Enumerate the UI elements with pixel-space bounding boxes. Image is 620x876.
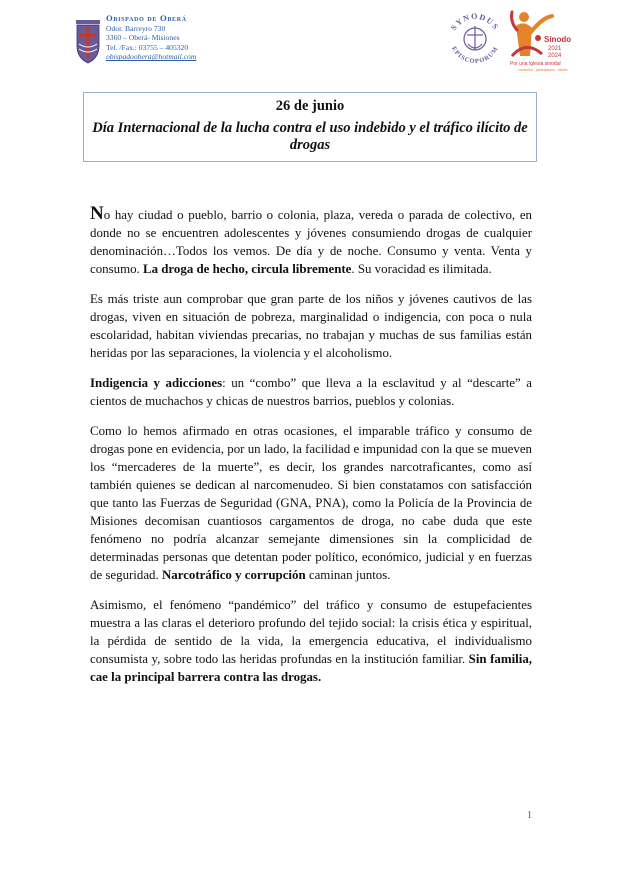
diocese-phone: Tel. /Fax.: 03755 – 405320 xyxy=(106,42,189,52)
diocese-city: 3360 – Oberá- Misiones xyxy=(106,33,180,43)
diocese-address: Odor. Barreyro 730 xyxy=(106,23,166,33)
title-box xyxy=(83,92,537,162)
sinodo-subtitle: comunión · participación · misión xyxy=(518,68,568,72)
sinodo-year-end: 2024 xyxy=(548,53,562,59)
paragraph-5-bold: Sin familia, cae la principal barrera contra las drogas. xyxy=(90,652,532,684)
paragraph-4-tail: caminan juntos. xyxy=(305,568,391,582)
paragraph-1-tail: . Su voracidad es ilimitada. xyxy=(351,262,492,276)
drop-cap: N xyxy=(90,203,104,224)
paragraph-3-bold: Indigencia y adicciones xyxy=(90,376,223,390)
paragraph-2: Es más triste aun comprobar que gran parte de los niños y jóvenes cautivos de las drogas, viven en situación de pobreza, marginalidad o indigencia, con poca o nula escolaridad, habitan viviendas precarias, no trabajan y muchas de sus familias están heridas por las separaciones, la violencia y el alcoholismo. xyxy=(90,292,532,360)
synodus-bottom-text: EPISCOPORUM xyxy=(450,45,500,66)
diocese-shield-icon xyxy=(76,20,100,64)
sinodo-2021-2024-logo xyxy=(508,8,582,74)
document-date-title: 26 de junio xyxy=(275,98,345,114)
sinodo-word: Sínodo xyxy=(544,35,572,44)
letterhead xyxy=(76,14,276,74)
synodus-top-text: SYNODUS xyxy=(449,12,501,32)
synodus-episcoporum-logo xyxy=(444,8,506,70)
paragraph-5-text: Asimismo, el fenómeno “pandémico” del tráfico y consumo de estupefacientes muestra a las claras el deterioro profundo del tejido social: la crisis ética y espiritual, la pérdida de sentido de la vida, la emergencia educativa, el individualismo consumista y, sobre todo las heridas profundas en la institución familiar. xyxy=(90,598,532,666)
paragraph-1 xyxy=(90,203,532,278)
sinodo-motto: Por una Iglesia sinodal xyxy=(510,61,561,67)
page-number: 1 xyxy=(527,810,532,821)
paragraph-3 xyxy=(90,374,532,410)
document-subtitle: Día Internacional de la lucha contra el uso indebido y el tráfico ilícito de drogas xyxy=(92,120,528,153)
paragraph-5 xyxy=(90,596,532,686)
paragraph-4-bold: Narcotráfico y corrupción xyxy=(161,568,306,582)
diocese-name: Obispado de Oberá xyxy=(106,13,187,23)
paragraph-4-text: Como lo hemos afirmado en otras ocasiones, el imparable tráfico y consumo de drogas pone en evidencia, por un lado, la facilidad e impunidad con la que se mueven los “mercaderes de la muerte”, es decir, los grandes narcotraficantes, como así también quienes se dedican al narcomenudeo. Si bien constatamos con satisfacción que tanto las Fuerzas de Seguridad (GNA, PNA), como la Policía de la Provincia de Misiones decomisan cuantiosos cargamentos de droga, no cabe duda que este fenómeno no podría alcanzar semejante dimensiones sin la complicidad de determinadas personas que detentan poder político, económico, judicial y en fuerzas de seguridad. xyxy=(90,424,532,582)
document-body xyxy=(90,203,532,698)
paragraph-3-text: : un “combo” que lleva a la esclavitud y al “descarte” a cientos de muchachos y chicas de nuestros barrios, pueblos y colonias. xyxy=(90,376,532,408)
diocese-email-link[interactable]: obispadoobera@hotmail.com xyxy=(106,52,197,62)
letterhead-text xyxy=(106,14,196,62)
paragraph-1-bold: La droga de hecho, circula libremente xyxy=(143,262,352,276)
paragraph-1-text: o hay ciudad o pueblo, barrio o colonia, plaza, vereda o parada de colectivo, en donde no se encuentren adolescentes y jóvenes consumiendo drogas de cualquier denominación…Todos los vemos. De día y de noche. Consumo y venta. Venta y consumo. xyxy=(90,208,532,276)
sinodo-year-start: 2021 xyxy=(548,46,562,52)
paragraph-4 xyxy=(90,422,532,584)
